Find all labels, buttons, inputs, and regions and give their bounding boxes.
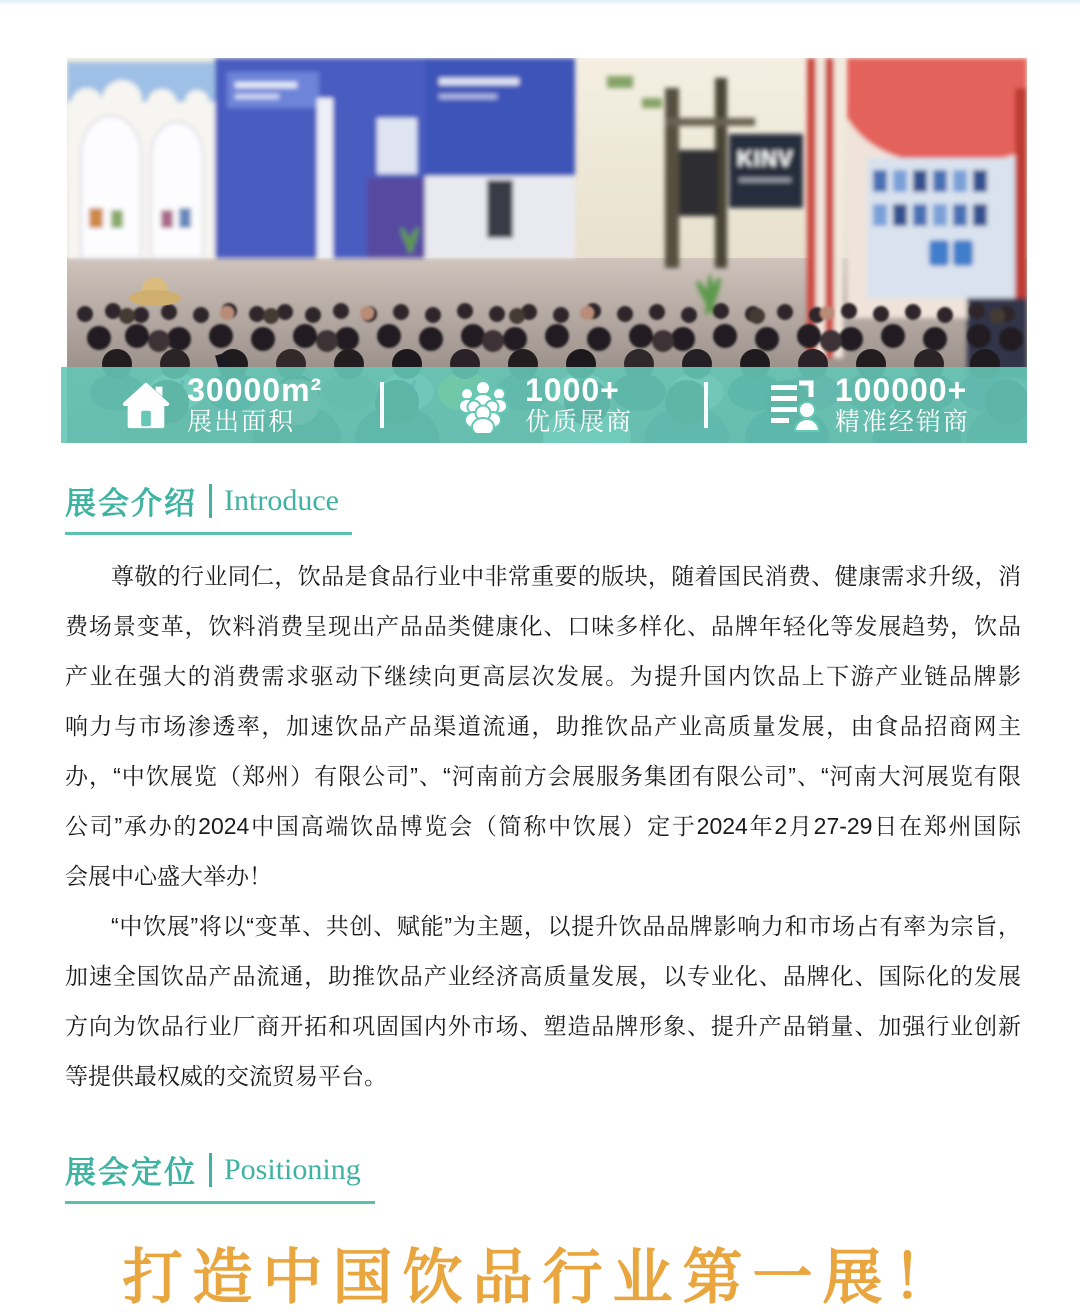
section-header-positioning (65, 1147, 1020, 1204)
introduce-text (65, 551, 1021, 1101)
stat-label: 优质展商 (524, 407, 633, 436)
text-line: 加速全国饮品产品流通，助推饮品产业经济高质量发展，以专业化、品牌化、国际化的发展 (65, 963, 1021, 989)
stat-value: 30000m² (187, 372, 323, 409)
house-icon (119, 378, 173, 432)
header-underline (65, 1201, 375, 1204)
stat-distributors (708, 373, 1027, 436)
text-line: 响力与市场渗透率，加速饮品产品渠道流通，助推饮品产业高质量发展，由食品招商网主 (65, 713, 1021, 739)
stats-divider (380, 382, 384, 428)
stat-value: 100000+ (834, 372, 968, 409)
top-edge-strip (0, 0, 1080, 5)
text-line: 办，“中饮展览（郑州）有限公司”、“河南前方会展服务集团有限公司”、“河南大河展览有限 (65, 763, 1021, 789)
text-line: 会展中心盛大举办！ (65, 863, 272, 889)
positioning-slogan: 打造中国饮品行业第一展！ (122, 1243, 963, 1312)
text-line: “中饮展”将以“变革、共创、赋能”为主题，以提升饮品品牌影响力和市场占有率为宗旨， (111, 913, 1021, 939)
text-line: 公司”承办的2024中国高端饮品博览会（简称中饮展）定于2024年2月27-29日在郑州国际 (65, 813, 1021, 839)
stat-exhibition-area (61, 373, 380, 436)
section-title-zh: 展会定位 (65, 1155, 197, 1190)
section-title-zh: 展会介绍 (65, 486, 197, 521)
stat-value: 1000+ (524, 372, 620, 409)
header-divider (209, 1153, 212, 1187)
text-line: 方向为饮品行业厂商开拓和巩固国内外市场、塑造品牌形象、提升产品销量、加强行业创新 (65, 1013, 1021, 1039)
text-line: 产业在强大的消费需求驱动下继续向更高层次发展。为提升国内饮品上下游产业链品牌影 (65, 663, 1021, 689)
text-line: 尊敬的行业同仁，饮品是食品行业中非常重要的版块，随着国民消费、健康需求升级，消 (111, 563, 1021, 589)
header-divider (209, 484, 212, 518)
content-column (65, 478, 1020, 1312)
stats-divider (704, 382, 708, 428)
section-title-en: Introduce (224, 483, 339, 517)
hero (67, 58, 1027, 443)
section-header-introduce (65, 478, 1020, 535)
photo-sign-text: KINV (737, 146, 794, 171)
text-line: 等提供最权威的交流贸易平台。 (65, 1063, 387, 1089)
stats-bar (61, 367, 1027, 443)
crowd-icon (455, 377, 511, 433)
distributor-list-icon (765, 377, 821, 433)
stat-label: 展出面积 (187, 407, 296, 436)
stat-label: 精准经销商 (834, 407, 970, 436)
text-line: 费场景变革，饮料消费呈现出产品品类健康化、口味多样化、品牌年轻化等发展趋势，饮品 (65, 613, 1021, 639)
section-title-en: Positioning (224, 1152, 361, 1186)
header-underline (65, 532, 352, 535)
stat-exhibitors (384, 373, 703, 436)
